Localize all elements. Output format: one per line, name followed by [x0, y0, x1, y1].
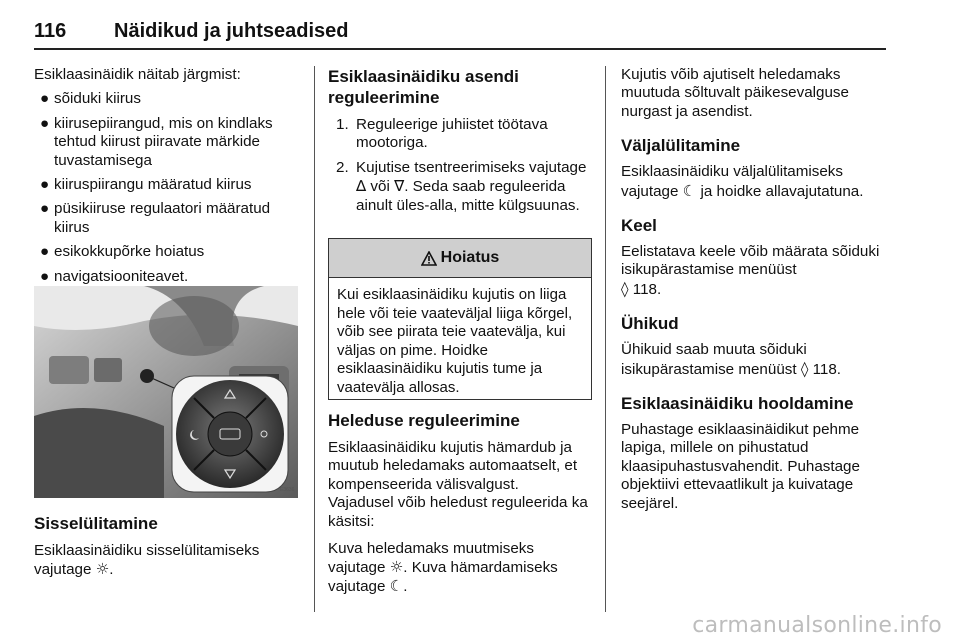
column-divider-1 — [314, 66, 315, 612]
bullet-icon: ● — [40, 176, 50, 194]
warning-box — [328, 238, 592, 400]
list-item — [34, 115, 302, 170]
list-item: 2. Kujutise tsentreerimiseks vajutage ∆ või ∇. Seda saab reguleerida ainult üles-alla, mitte külgsuunas. — [336, 158, 587, 214]
page-reference-icon: ◊ — [800, 359, 809, 378]
bullet-icon: ● — [40, 267, 50, 285]
switch-on-text: Esiklaasinäidiku sisselülitamiseks vajutage ☼. — [34, 542, 260, 579]
care-text: Puhastage esiklaasinäidikut pehme lapiga, millele on pihustatud klaasipuhastusvahendit. Puhastage objektiivi ettevaatlikult ja kuivatage seejärel. — [621, 421, 860, 512]
list-item — [34, 176, 302, 194]
page-title: Näidikud ja juhtseadised — [114, 20, 349, 42]
heading-brightness: Heleduse reguleerimine — [328, 411, 520, 430]
heading-care: Esiklaasinäidiku hooldamine — [621, 394, 854, 414]
heading-switch-off: Väljalülitamine — [621, 136, 741, 156]
heading-units: Ühikud — [621, 314, 679, 334]
page-header — [34, 20, 884, 50]
list-item: 1. Reguleerige juhiistet töötava mootoriga. — [336, 116, 548, 152]
down-arrow-icon: ∇ — [394, 177, 405, 196]
list-item-text: navigatsiooniteavet. — [54, 267, 189, 285]
bullet-icon: ● — [40, 90, 50, 108]
heading-position-adjust: Esiklaasinäidiku asendi reguleerimine — [328, 67, 519, 107]
header-rule — [34, 48, 886, 50]
list-item-text: püsikiiruse regulaatori määratud kiirus — [54, 200, 271, 236]
adjust-steps — [328, 116, 592, 215]
brightness-sun-icon: ☼ — [389, 558, 404, 577]
warning-text: Kui esiklaasinäidiku kujutis on liiga hele või teie vaateväljal liiga kõrgel, võib see piirata teie vaatevälja, kui väljas on pime. Hoidke esiklaasinäidiku kujutis tume ja vaatevälja allosas. — [337, 286, 573, 396]
moon-icon: ☾ — [682, 181, 697, 200]
brightness-manual-text: Vajadusel võib heledust reguleerida ka käsitsi: — [328, 494, 588, 530]
list-item-text: kiiruspiirangu määratud kiirus — [54, 176, 252, 194]
warning-title: Hoiatus — [440, 249, 500, 266]
photo-code: E3636 — [280, 487, 295, 493]
page-reference-icon: ◊ — [621, 279, 629, 298]
brightness-auto-text: Esiklaasinäidiku kujutis hämardub ja muutub heledamaks automaatselt, et kompenseerida välisvalgust. — [328, 439, 578, 493]
feature-list — [34, 90, 302, 286]
column-divider-2 — [605, 66, 606, 612]
up-arrow-icon: ∆ — [356, 177, 367, 196]
column-2-lower — [328, 410, 592, 596]
head-up-display-control-photo — [34, 286, 298, 498]
bullet-icon: ● — [40, 200, 50, 218]
bullet-icon: ● — [40, 243, 50, 261]
heading-language: Keel — [621, 216, 657, 236]
warning-header — [329, 239, 591, 278]
list-item — [34, 200, 302, 237]
column-1-lower — [34, 513, 302, 580]
col3-intro: Kujutis võib ajutiselt heledamaks muutuda sõltuvalt päikesevalguse nurgast ja asendist. — [621, 66, 849, 120]
brightness-instructions: Kuva heledamaks muutmiseks vajutage ☼. Kuva hämardamiseks vajutage ☾. — [328, 540, 558, 596]
column-1 — [34, 66, 302, 292]
bullet-icon: ● — [40, 114, 50, 132]
page-number: 116 — [34, 20, 67, 42]
language-text: Eelistatava keele võib määrata sõiduki isikupärastamise menüüst ◊ 118. — [621, 243, 880, 298]
brightness-sun-icon: ☼ — [95, 560, 110, 579]
dashboard-illustration-icon — [34, 286, 298, 498]
units-text: Ühikuid saab muuta sõiduki isikupärastamise menüüst ◊ 118. — [621, 341, 841, 378]
list-item-text: kiirusepiirangud, mis on kindlaks tehtud kiirust piiravate märkide tuvastamisega — [54, 114, 273, 169]
switch-off-text: Esiklaasinäidiku väljalülitamiseks vajutage ☾ ja hoidke allavajutatuna. — [621, 163, 864, 200]
column-2 — [328, 66, 592, 221]
watermark: carmanualsonline.info — [692, 613, 942, 638]
list-item — [34, 243, 302, 261]
list-item-text: esikokkupõrke hoiatus — [54, 243, 205, 261]
column-3 — [621, 66, 889, 513]
warning-triangle-icon — [421, 251, 437, 266]
col1-intro: Esiklaasinäidik näitab järgmist: — [34, 66, 241, 83]
heading-switch-on: Sisselülitamine — [34, 514, 158, 533]
dim-moon-icon: ☾ — [389, 577, 404, 596]
list-item-text: sõiduki kiirus — [54, 90, 141, 108]
list-item — [34, 268, 302, 286]
list-item — [34, 90, 302, 108]
